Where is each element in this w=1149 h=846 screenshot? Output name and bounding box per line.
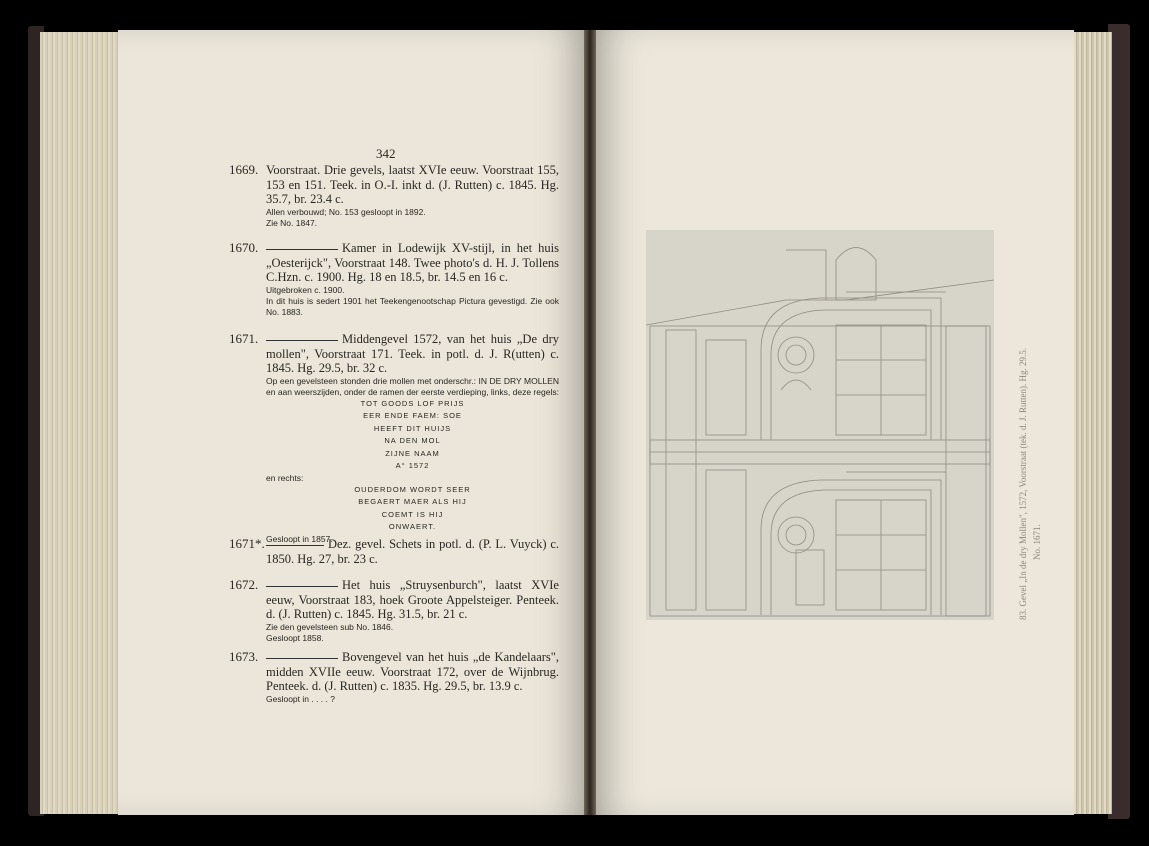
entry-number: 1673. [229,649,259,664]
book-gutter [584,30,596,815]
catalog-entry-1671 [229,332,559,545]
page-edges-right [1072,32,1112,814]
entry-note: Zie den gevelsteen sub No. 1846. [266,621,394,632]
entry-note: Allen verbouwd; No. 153 gesloopt in 1892. [266,206,426,217]
inscription-right [266,484,559,534]
inscription-line: TOT GOODS LOF PRIJS [360,398,465,408]
ditto-dash [266,658,338,659]
inscription-line: EER ENDE FAEM: SOE [363,411,462,420]
plate-caption [1012,230,1052,630]
entry-note: Uitgebroken c. 1900. [266,284,345,295]
inscription-line: BEGAERT MAER ALS HIJ [358,497,467,506]
entry-note: Op een gevelsteen stonden drie mollen met onderschr.: IN DE DRY MOLLEN en aan weerszijden, onder de ramen der eerste verdieping, links, deze regels: [266,375,559,397]
ditto-dash [266,586,338,587]
entry-note: Zie No. 1847. [266,217,318,228]
catalog-entry-1672 [229,578,559,644]
catalog-entry-1669 [229,163,559,229]
inscription-line: ONWAERT. [388,522,437,531]
entry-number: 1671. [229,331,259,346]
entry-text: Dez. gevel. Schets in potl. d. (P. L. Vuyck) c. 1850. Hg. 27, br. 23 c. [266,537,559,566]
inscription-left [266,398,559,473]
inscription-line: HEEFT DIT HUIJS [373,423,452,433]
inscription-line: OUDERDOM WORDT SEER [354,484,471,494]
entry-text: Bovengevel van het huis „de Kandelaars", midden XVIIe eeuw. Voorstraat 172, over de Wijnbrug. Penteek. d. (J. Rutten) c. 1835. Hg. 29.5, br. 13.9 c. [266,650,559,693]
entry-number: 1670. [229,240,259,255]
entry-number: 1671*. [229,536,265,551]
catalog-entry-1670 [229,241,559,318]
page-edges-left [40,32,120,814]
catalog-entry-1671b [229,537,559,566]
entry-note: Gesloopt 1858. [266,632,324,643]
entry-text: Voorstraat. Drie gevels, laatst XVIe eeuw. Voorstraat 155, 153 en 151. Teek. in O.-I. inkt d. (J. Rutten) c. 1845. Hg. 35.7, br. 23.4 c. [266,163,559,206]
entry-text: Kamer in Lodewijk XV-stijl, in het huis „Oesterijck", Voorstraat 148. Twee photo's d. H. J. Tollens C.Hzn. c. 1900. Hg. 18 en 18.5, br. 14.5 en 16 c. [266,241,559,284]
entry-note: In dit huis is sedert 1901 het Teekengenootschap Pictura gevestigd. Zie ook No. 1883. [266,295,559,317]
entry-text: Het huis „Struysenburch", laatst XVIe eeuw, Voorstraat 183, hoek Groote Appelsteiger. Penteek. d. (J. Rutten) c. 1845. Hg. 31.5, br. 21 c. [266,578,559,621]
plate-caption-number: No. 1671. [1032,524,1042,560]
page-number: 342 [376,146,396,161]
ditto-dash [266,545,324,546]
entry-note: Gesloopt in . . . . ? [266,693,335,704]
entry-number: 1672. [229,577,259,592]
ditto-dash [266,340,338,341]
plate-caption-line: 83. Gevel „In de dry Mollen", 1572, Voorstraat (tek. d. J. Rutten). Hg. 29.5. [1018,347,1028,620]
catalog-entry-1673 [229,650,559,705]
entry-number: 1669. [229,162,259,177]
facade-sketch-illustration [646,230,994,620]
inscription-line: A° 1572 [395,461,430,470]
facade-drawing-plate [646,230,994,620]
inscription-line: NA DEN MOL [384,436,441,445]
inscription-line: ZIJNE NAAM [385,448,440,458]
entry-text: Middengevel 1572, van het huis „De dry mollen", Voorstraat 171. Teek. in potl. d. J. R(utten) c. 1845. Hg. 29.5, br. 32 c. [266,332,559,375]
inscription-line: COEMT IS HIJ [381,509,444,519]
entry-note: Gesloopt in 1857. [266,533,333,544]
entry-note: en rechts: [266,472,304,483]
ditto-dash [266,249,338,250]
